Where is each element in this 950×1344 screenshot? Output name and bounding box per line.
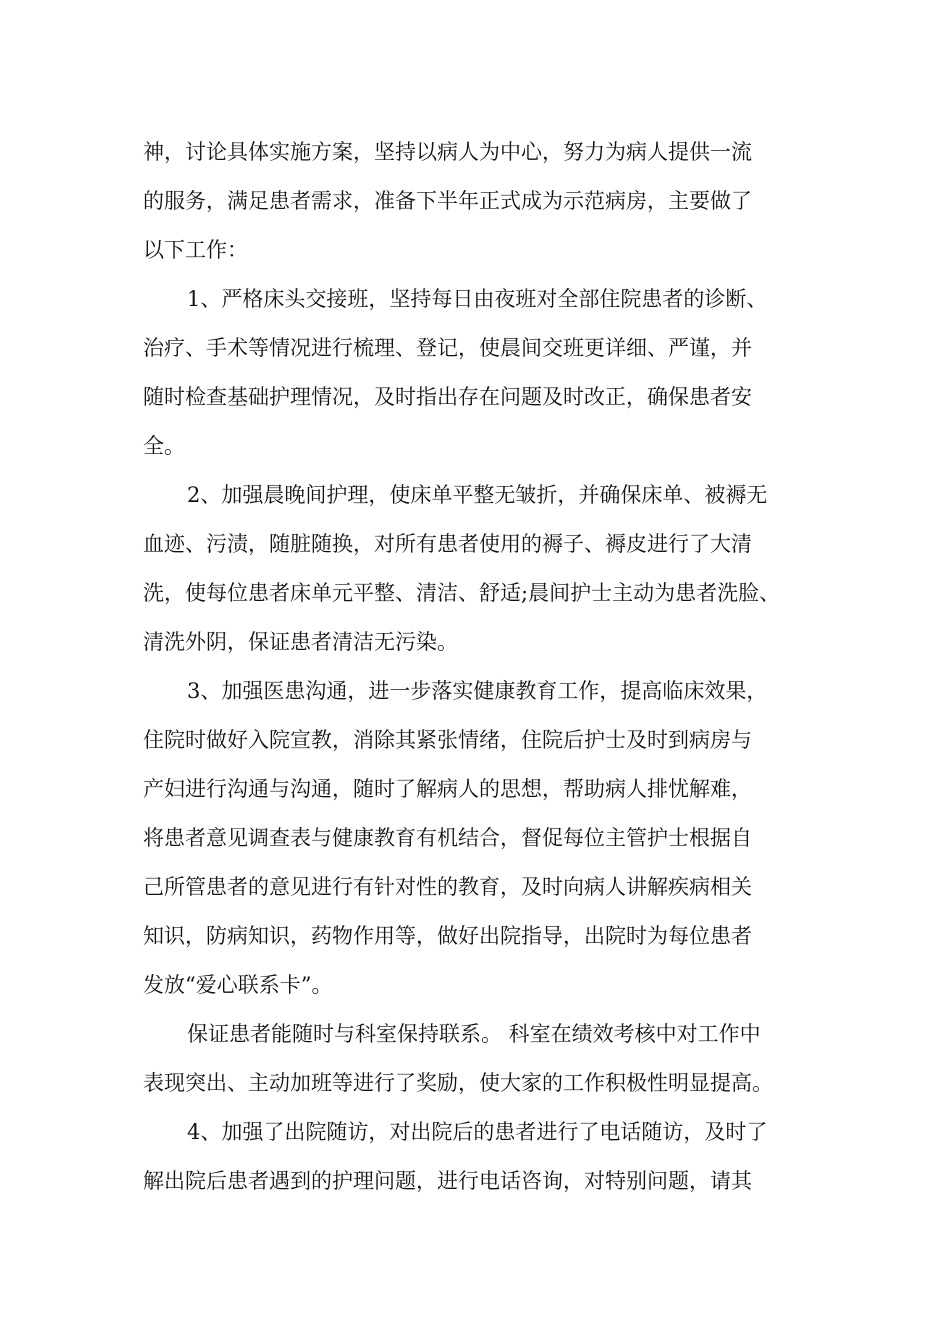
text-line: 清洗外阴，保证患者清洁无污染。 [143,630,458,654]
body-text [143,128,815,1206]
text-line: 以下工作： [143,238,248,262]
text-line: 随时检查基础护理情况，及时指出存在问题及时改正，确保患者安 [143,385,752,409]
text-line: 产妇进行沟通与沟通，随时了解病人的思想，帮助病人排忧解难， [143,777,752,801]
paragraph-3-first-line: 3、加强医患沟通，进一步落实健康教育工作，提高临床效果， [187,679,768,703]
text-line: 洗，使每位患者床单元平整、清洁、舒适;晨间护士主动为患者洗脸、 [143,581,781,605]
text-line: 解出院后患者遇到的护理问题，进行电话咨询，对特别问题，请其 [143,1169,752,1193]
text-line: 神，讨论具体实施方案，坚持以病人为中心，努力为病人提供一流 [143,140,752,164]
text-line: 血迹、污渍，随脏随换，对所有患者使用的褥子、褥皮进行了大清 [143,532,752,556]
text-line: 将患者意见调查表与健康教育有机结合，督促每位主管护士根据自 [143,826,752,850]
paragraph-2-first-line: 2、加强晨晚间护理，使床单平整无皱折，并确保床单、被褥无 [187,483,768,507]
text-line: 表现突出、主动加班等进行了奖励，使大家的工作积极性明显提高。 [143,1071,773,1095]
text-line: 治疗、手术等情况进行梳理、登记，使晨间交班更详细、严谨，并 [143,336,752,360]
paragraph-4-first-line: 保证患者能随时与科室保持联系。 科室在绩效考核中对工作中 [187,1022,761,1046]
text-line: 住院时做好入院宣教，消除其紧张情绪，住院后护士及时到病房与 [143,728,752,752]
paragraph-1-first-line: 1、严格床头交接班，坚持每日由夜班对全部住院患者的诊断、 [187,287,768,311]
text-line: 的服务，满足患者需求，准备下半年正式成为示范病房，主要做了 [143,189,752,213]
text-line: 知识，防病知识，药物作用等，做好出院指导，出院时为每位患者 [143,924,752,948]
text-line: 己所管患者的意见进行有针对性的教育，及时向病人讲解疾病相关 [143,875,752,899]
text-line: 全。 [143,434,185,458]
paragraph-5-first-line: 4、加强了出院随访，对出院后的患者进行了电话随访，及时了 [187,1120,768,1144]
text-line: 发放“爱心联系卡”。 [143,973,333,997]
